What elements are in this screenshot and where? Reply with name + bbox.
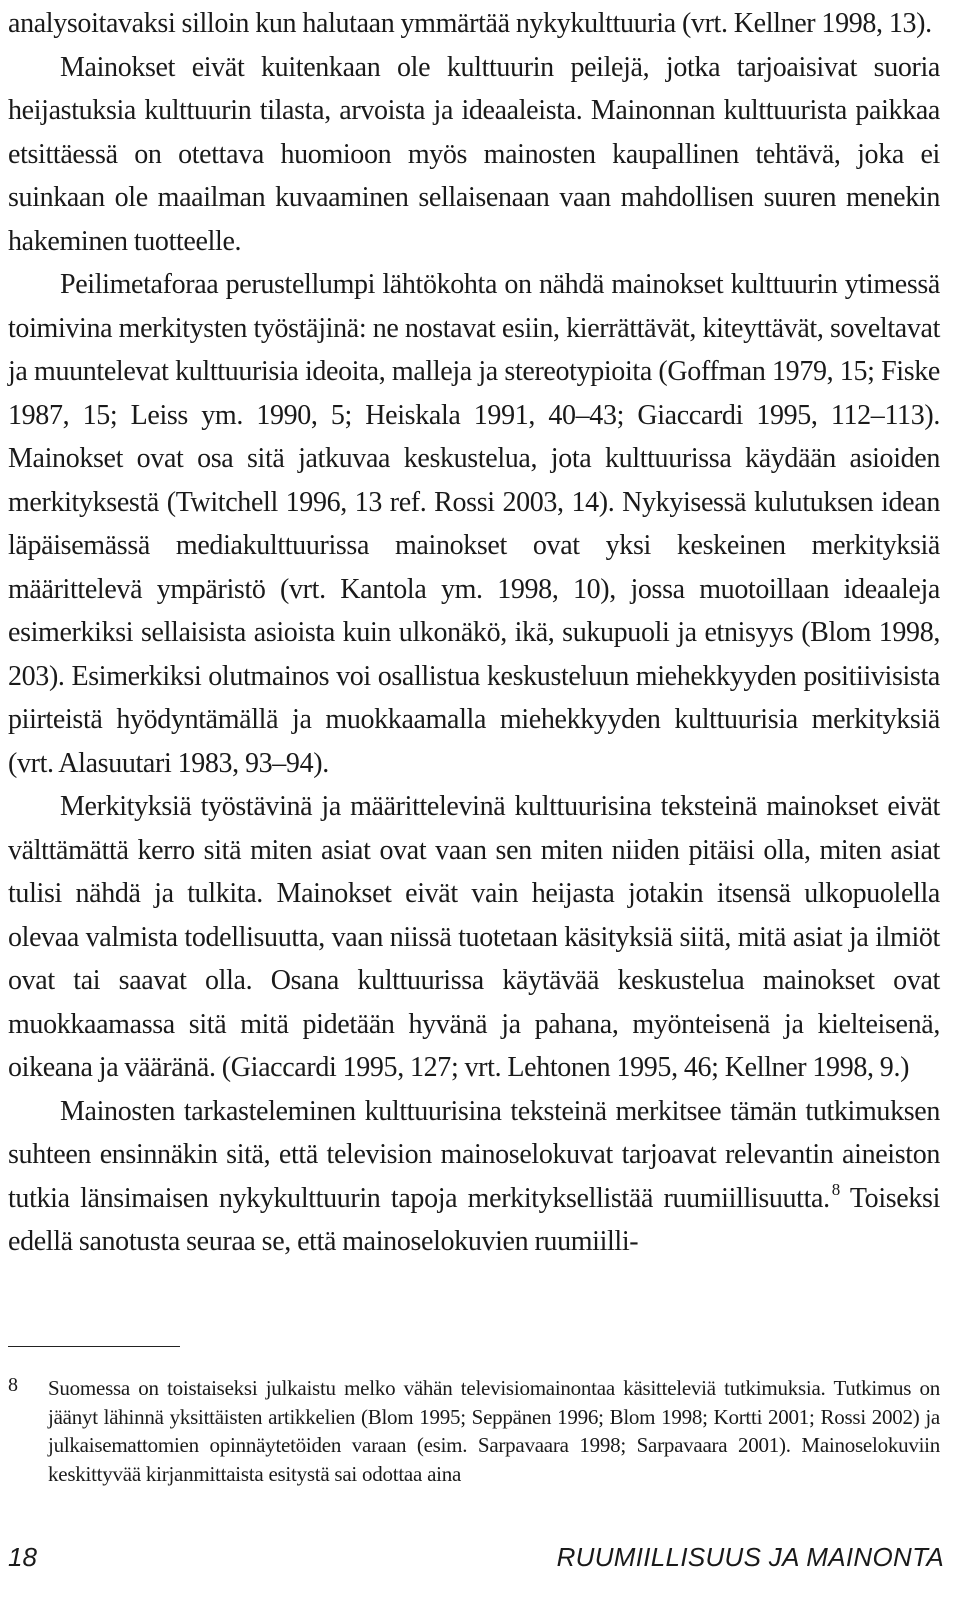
paragraph-3: Peilimetaforaa perustellumpi lähtökohta on nähdä mainokset kulttuurin ytimessä toimivina merkitysten työstäjinä: ne nostavat esiin, kierrättävät, kiteyttävät, soveltavat ja muuntelevat kulttuurisia ideoita, malleja ja stereotypioita (Goffman 1979, 15; Fiske 1987, 15; Leiss ym. 1990, 5; Heiskala 1991, 40–43; Giaccardi 1995, 112–113). Mainokset ovat osa sitä jatkuvaa keskustelua, jota kulttuurissa käydään asioiden merkityksestä (Twitchell 1996, 13 ref. Rossi 2003, 14). Nykyisessä kulutuksen idean läpäisemässä mediakulttuurissa mainokset ovat yksi keskeinen merkityksiä määrittelevä ympäristö (vrt. Kantola ym. 1998, 10), jossa muotoillaan ideaaleja esimerkiksi sellaisista asioista kuin ulkonäkö, ikä, sukupuoli ja etnisyys (Blom 1998, 203). Esimerkiksi olutmainos voi osallistua keskusteluun miehekkyyden positiivisista piirteistä hyödyntämällä ja muokkaamalla miehekkyyden kulttuurisia merkityksiä (vrt. Alasuutari 1983, 93–94). xyxy=(8,269,940,779)
paragraph-5 xyxy=(8,1090,940,1264)
page-content xyxy=(8,0,940,1264)
running-title: RUUMIILLISUUS JA MAINONTA xyxy=(556,1542,944,1572)
footnote-number: 8 xyxy=(8,1374,18,1396)
footnote-divider xyxy=(8,1346,180,1347)
paragraph-4: Merkityksiä työstävinä ja määrittelevinä kulttuurisina teksteinä mainokset eivät välttämättä kerro sitä miten asiat ovat vaan sen miten niiden pitäisi olla, miten asiat tulisi nähdä ja tulkita. Mainokset eivät vain heijasta jotakin itsensä ulkopuolella olevaa valmista todellisuutta, vaan niissä tuotetaan käsityksiä siitä, mitä asiat ja ilmiöt ovat tai saavat olla. Osana kulttuurissa käytävää keskustelua mainokset ovat muokkaamassa sitä mitä pidetään hyvänä ja pahana, myönteisenä ja kielteisenä, oikeana ja vääränä. (Giaccardi 1995, 127; vrt. Lehtonen 1995, 46; Kellner 1998, 9.) xyxy=(8,791,940,1083)
paragraph-1: analysoitavaksi silloin kun halutaan ymmärtää nykykulttuuria (vrt. Kellner 1998, 13). xyxy=(8,8,932,39)
page-number: 18 xyxy=(8,1542,37,1572)
footnote-text: Suomessa on toistaiseksi julkaistu melko vähän televisiomainontaa käsitteleviä tutkimuksia. Tutkimus on jäänyt lähinnä yksittäisten artikkelien (Blom 1995; Seppänen 1996; Blom 1998; Kortti 2001; Rossi 2002) ja julkaisemattomien opinnäytetöiden varaan (esim. Sarpavaara 1998; Sarpavaara 2001). Mainoselokuviin keskittyvää kirjanmittaista esitystä sai odottaa aina xyxy=(48,1376,940,1486)
paragraph-2: Mainokset eivät kuitenkaan ole kulttuurin peilejä, jotka tarjoaisivat suoria heijastuksia kulttuurin tilasta, arvoista ja ideaaleista. Mainonnan kulttuurista paikkaa etsittäessä on otettava huomioon myös mainosten kaupallinen tehtävä, joka ei suinkaan ole maailman kuvaaminen sellaisenaan vaan mahdollisen suuren menekin hakeminen tuotteelle. xyxy=(8,51,940,257)
footnote xyxy=(8,1374,940,1488)
paragraph-5-text-start: Mainosten tarkasteleminen kulttuurisina teksteinä merkitsee tämän tutkimuksen suhteen ensinnäkin sitä, että television mainoselokuvat tarjoavat relevantin aineiston tutkia länsimaisen nykykulttuurin tapoja merkityksellistää ruumiillisuutta. xyxy=(8,1095,940,1214)
footnote-reference[interactable]: 8 xyxy=(831,1179,840,1199)
body-text xyxy=(8,0,940,1264)
paragraph-5-text-end: Toiseksi edellä sanotusta seuraa se, että mainoselokuvien ruumiilli- xyxy=(8,1182,940,1257)
